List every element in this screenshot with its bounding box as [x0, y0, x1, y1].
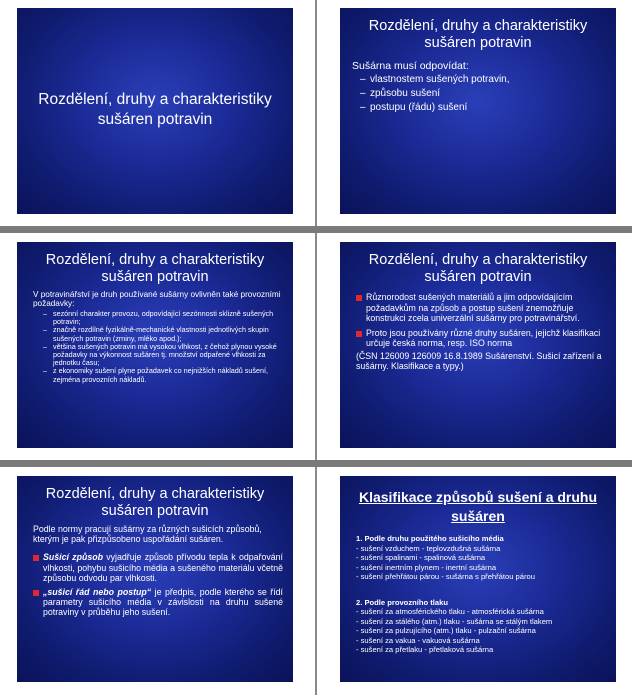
slide-2[interactable] [340, 8, 616, 214]
slide-title: Klasifikace způsobů sušení a druhu sušáren [358, 489, 598, 524]
list-item: - sušení vzduchem - teplovzdušná sušárna [356, 543, 501, 553]
slide-4[interactable] [340, 242, 616, 448]
list-item: – způsobu sušení [358, 87, 604, 101]
slide-intro: Podle normy pracují sušárny za různých sušicích způsobů, kterým je pak přizpůsobeno uspořádání sušáren. [33, 524, 262, 545]
list-item: - sušení inertním plynem - inertní sušárna [356, 562, 497, 572]
list-item: - sušení za pulzujícího (atm.) tlaku - pulzační sušárna [356, 626, 536, 635]
group-title: 2. Podle provozního tlaku [356, 597, 448, 607]
slide-title: Rozdělení, druhy a charakteristiky sušáren potravin [368, 252, 588, 285]
group-title: 1. Podle druhu použitého sušicího média [356, 534, 504, 543]
list-item: Proto jsou používány různé druhy sušáren, jejichž klasifikaci určuje česká norma, resp. ISO norma [356, 328, 604, 349]
slide-intro: V potravinářství je druh používané sušárny ovlivněn také provozními požadavky: [33, 290, 281, 308]
slide-5[interactable] [17, 476, 293, 682]
vertical-divider [315, 0, 317, 695]
bullet-icon [356, 295, 362, 301]
list-item: – z ekonomiky sušení plyne požadavek co nejnižších nákladů sušení, zejména provozních nákladů. [41, 367, 283, 383]
list-item: – značně rozdílné fyzikálně-mechanické vlastnosti jednotlivých skupin sušených potravin (zrniny, mléko apod.); [41, 326, 283, 342]
list-item: – postupu (řádu) sušení [358, 101, 604, 115]
list-item: „sušicí řád nebo postup“ je předpis, podle kterého se řídí parametry sušicího média v závislosti na druhu sušené potraviny v průběhu jeho sušení. [33, 587, 283, 618]
list-item: – vlastnostem sušených potravin, [358, 73, 604, 87]
slide-title: Rozdělení, druhy a charakteristiky sušáren potravin [38, 91, 272, 128]
slide-intro: Sušárna musí odpovídat: [352, 60, 469, 72]
slide-6[interactable] [340, 476, 616, 682]
list-item: Sušicí způsob vyjadřuje způsob přívodu tepla k odpařování vlhkosti, pohybu sušicího média a sušeného materiálu včetně způsobu odvodu par vlhkosti. [33, 552, 283, 583]
list-item: - sušení přehřátou párou - sušárna s přehřátou párou [356, 572, 535, 581]
bullet-icon [33, 590, 39, 596]
list-item: - sušení za stálého (atm.) tlaku - sušárna se stálým tlakem [356, 616, 553, 626]
slide-title: Rozdělení, druhy a charakteristiky sušáren potravin [368, 18, 588, 51]
list-item: - sušení za vakua - vakuová sušárna [356, 635, 480, 645]
slide-3[interactable] [17, 242, 293, 448]
norm-reference: (ČSN 126009 126009 16.8.1989 Sušárenství. Sušicí zařízení a sušárny. Klasifikace a typy.) [356, 350, 602, 371]
list-item: Různorodost sušených materiálů a jim odpovídajícím požadavkům na způsob a postup sušení znemožňuje konstrukci zcela univerzální sušárny pro potravinářství. [356, 292, 604, 324]
horizontal-divider-1 [0, 226, 632, 233]
list-item: - sušení spalinami - spalinová sušárna [356, 553, 486, 562]
slide-1[interactable] [17, 8, 293, 214]
list-item: – sezónní charakter provozu, odpovídající sezónnosti sklizně sušených potravin; [41, 310, 283, 326]
bullet-icon [356, 331, 362, 337]
bullet-icon [33, 555, 39, 561]
slide-title: Rozdělení, druhy a charakteristiky sušáren potravin [45, 252, 265, 285]
list-item: - sušení za atmosférického tlaku - atmosférická sušárna [356, 607, 544, 616]
list-item: - sušení za přetlaku - přetlaková sušárna [356, 645, 494, 654]
slide-title: Rozdělení, druhy a charakteristiky sušáren potravin [45, 486, 265, 519]
horizontal-divider-2 [0, 460, 632, 467]
list-item: – většina sušených potravin má vysokou vlhkost, z čehož plynou vysoké požadavky na výkonnost sušáren tj. množství odpařené vlhkosti za jednotku času; [41, 343, 283, 368]
